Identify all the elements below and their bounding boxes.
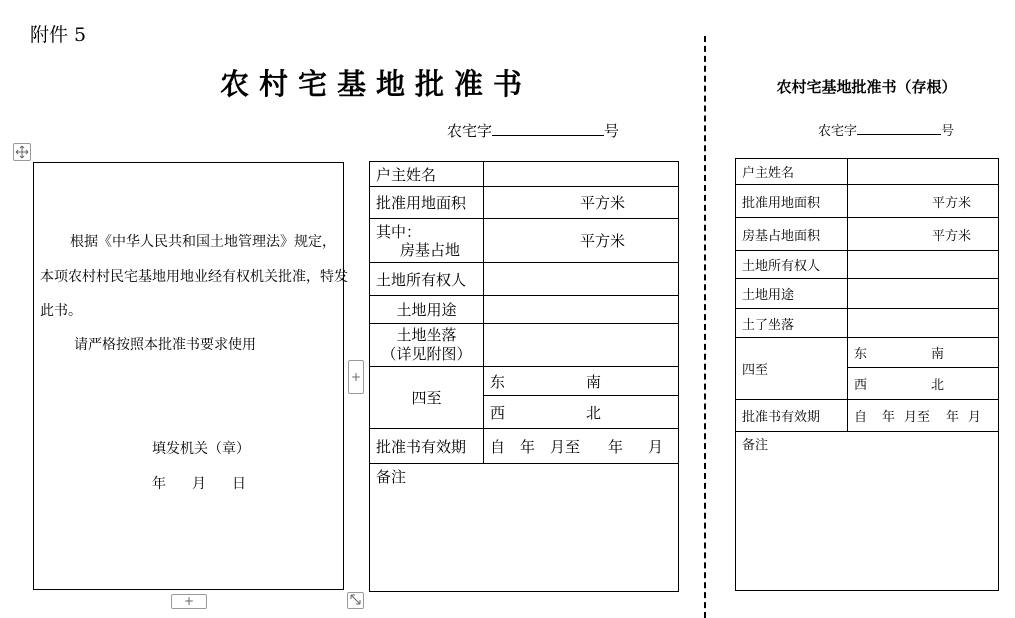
approved-area-label: 批准用地面积	[370, 187, 484, 219]
owner-name-label: 户主姓名	[736, 159, 848, 185]
land-owner-field[interactable]	[848, 251, 999, 279]
remarks-label: 备注	[742, 438, 769, 453]
west-label: 西	[490, 403, 506, 422]
north-label: 北	[931, 378, 945, 393]
unit-label: 平方米	[580, 232, 626, 250]
remarks-field[interactable]	[370, 464, 679, 592]
east-label: 东	[490, 372, 506, 391]
table-resize-handle[interactable]	[347, 592, 364, 609]
location-label	[370, 324, 484, 367]
location-label: 土了坐落	[736, 309, 848, 338]
plus-icon: +	[183, 594, 195, 608]
west-north-field[interactable]	[848, 368, 999, 400]
owner-name-label: 户主姓名	[370, 162, 484, 187]
location-field[interactable]	[848, 309, 999, 338]
approval-form-table	[369, 161, 679, 592]
west-north-field[interactable]	[484, 396, 679, 429]
year-label: 年	[152, 476, 166, 492]
east-south-field[interactable]	[484, 367, 679, 396]
validity-month: 月	[648, 437, 664, 456]
day-label: 日	[232, 476, 246, 492]
cut-line-divider	[704, 36, 706, 618]
stub-number-line	[818, 120, 954, 139]
owner-name-field[interactable]	[848, 159, 999, 185]
validity-month-to: 月至	[904, 410, 931, 425]
south-label: 南	[931, 347, 945, 362]
remarks-label: 备注	[376, 468, 407, 486]
land-use-label: 土地用途	[370, 296, 484, 324]
move-icon	[15, 145, 29, 159]
location-note: （详见附图）	[381, 345, 472, 363]
number-suffix: 号	[941, 124, 955, 139]
resize-icon	[349, 593, 362, 606]
approved-area-label: 批准用地面积	[736, 185, 848, 218]
validity-month-to: 月至	[550, 437, 581, 456]
validity-field[interactable]	[848, 400, 999, 432]
validity-month: 月	[968, 410, 982, 425]
issue-date	[152, 477, 246, 491]
house-footprint-label	[370, 219, 484, 263]
boundaries-label: 四至	[370, 367, 484, 429]
number-prefix: 农宅字	[818, 124, 858, 139]
boundaries-label: 四至	[736, 338, 848, 400]
number-suffix: 号	[604, 122, 620, 140]
land-use-field[interactable]	[848, 279, 999, 309]
unit-label: 平方米	[580, 194, 626, 212]
add-column-button[interactable]	[348, 360, 364, 394]
add-row-button[interactable]	[171, 594, 207, 609]
approval-text-line: 此书。	[40, 303, 82, 319]
usage-instruction: 请严格按照本批准书要求使用	[74, 337, 256, 353]
location-field[interactable]	[484, 324, 679, 367]
month-label: 月	[192, 476, 206, 492]
footprint-label: 房基占地	[400, 240, 461, 259]
validity-label: 批准书有效期	[736, 400, 848, 432]
east-label: 东	[854, 347, 868, 362]
validity-year: 年	[882, 410, 896, 425]
north-label: 北	[586, 403, 602, 422]
validity-year: 年	[608, 437, 624, 456]
owner-name-field[interactable]	[484, 162, 679, 187]
of-which-label: 其中：	[376, 222, 422, 241]
west-label: 西	[854, 378, 868, 393]
approval-statement-box	[33, 162, 348, 590]
validity-label: 批准书有效期	[370, 429, 484, 464]
validity-from: 自	[490, 437, 506, 456]
land-owner-field[interactable]	[484, 263, 679, 296]
east-south-field[interactable]	[848, 338, 999, 368]
approved-area-field[interactable]	[484, 187, 679, 219]
land-owner-label: 土地所有权人	[736, 251, 848, 279]
approval-number-line	[447, 120, 619, 141]
house-footprint-field[interactable]	[848, 218, 999, 251]
location-title: 土地坐落	[396, 326, 457, 344]
stub-form-table	[735, 158, 999, 591]
land-use-label: 土地用途	[736, 279, 848, 309]
house-footprint-label: 房基占地面积	[736, 218, 848, 251]
approval-text-line: 根据《中华人民共和国土地管理法》规定，	[70, 234, 336, 250]
unit-label: 平方米	[932, 228, 972, 244]
validity-year: 年	[520, 437, 536, 456]
stub-title: 农村宅基地批准书（存根）	[776, 78, 957, 96]
attachment-label: 附件 5	[30, 24, 87, 46]
number-prefix: 农宅字	[447, 122, 493, 140]
validity-field[interactable]	[484, 429, 679, 464]
number-blank[interactable]	[857, 122, 941, 135]
south-label: 南	[586, 372, 602, 391]
unit-label: 平方米	[932, 195, 972, 211]
validity-year: 年	[946, 410, 960, 425]
page-title: 农村宅基地批准书	[219, 67, 532, 101]
approval-text-line: 本项农村村民宅基地用地业经有权机关批准，特发	[40, 269, 348, 285]
remarks-field[interactable]	[736, 432, 999, 591]
approved-area-field[interactable]	[848, 185, 999, 218]
table-move-handle[interactable]	[13, 143, 31, 161]
plus-icon: +	[350, 370, 362, 384]
validity-from: 自	[854, 410, 868, 425]
house-footprint-field[interactable]	[484, 219, 679, 263]
issuer-seal-label: 填发机关（章）	[152, 441, 250, 457]
land-use-field[interactable]	[484, 296, 679, 324]
number-blank[interactable]	[492, 121, 604, 136]
land-owner-label: 土地所有权人	[370, 263, 484, 296]
